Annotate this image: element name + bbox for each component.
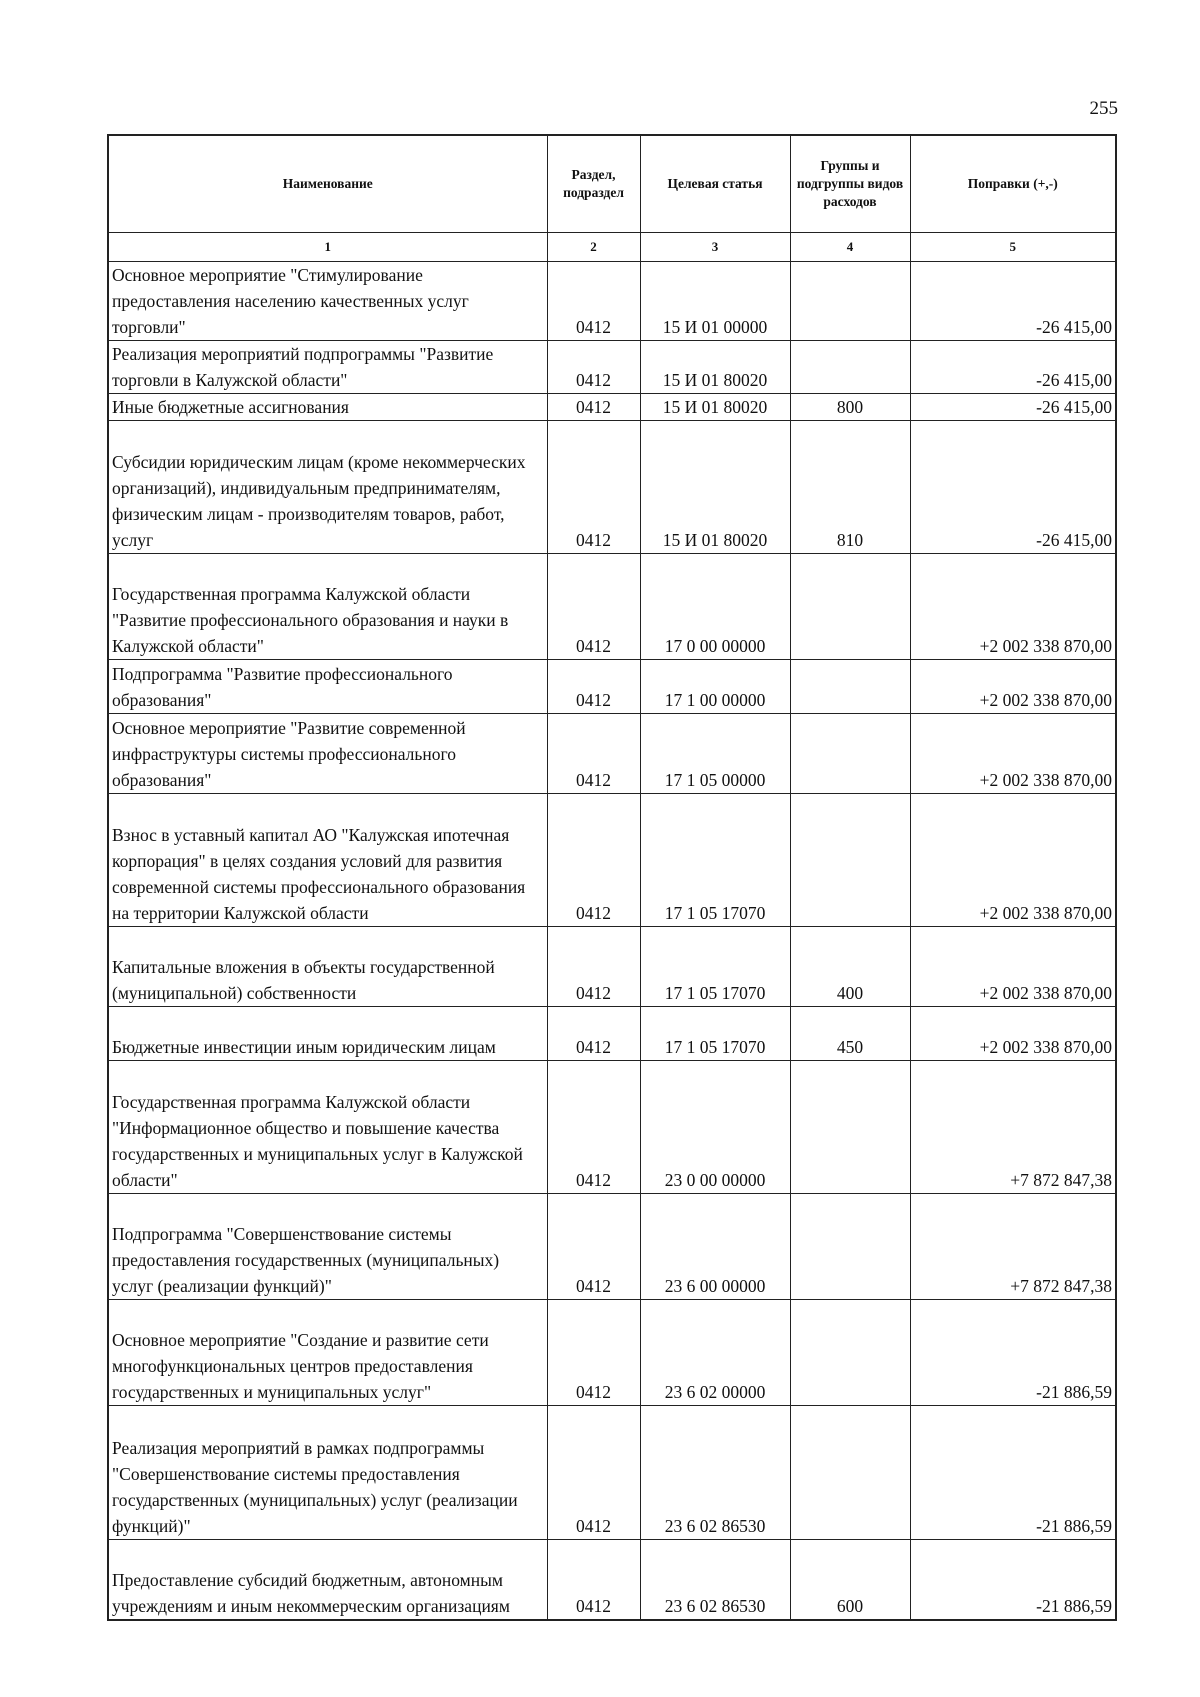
row-group: 800 — [790, 394, 910, 421]
row-name: Бюджетные инвестиции иным юридическим лицам — [108, 1007, 547, 1061]
header-group: Группы и подгруппы видов расходов — [790, 135, 910, 233]
table-header-row — [108, 135, 1116, 233]
row-amount: +7 872 847,38 — [910, 1061, 1116, 1194]
row-name: Реализация мероприятий в рамках подпрограммы "Совершенствование системы предоставления государственных (муниципальных) услуг (реализации функций)" — [108, 1406, 547, 1540]
row-section: 0412 — [547, 1406, 640, 1540]
row-amount: +2 002 338 870,00 — [910, 927, 1116, 1007]
row-target: 23 6 02 86530 — [640, 1406, 790, 1540]
row-section: 0412 — [547, 1540, 640, 1620]
column-number: 1 — [108, 233, 547, 262]
table-row — [108, 714, 1116, 794]
row-amount: +7 872 847,38 — [910, 1194, 1116, 1300]
column-number: 3 — [640, 233, 790, 262]
table-row — [108, 262, 1116, 341]
row-amount: -26 415,00 — [910, 394, 1116, 421]
column-number-row — [108, 233, 1116, 262]
row-section: 0412 — [547, 421, 640, 554]
row-name: Субсидии юридическим лицам (кроме некоммерческих организаций), индивидуальным предпринимателям, физическим лицам - производителям товаров, работ, услуг — [108, 421, 547, 554]
row-section: 0412 — [547, 1007, 640, 1061]
row-target: 23 0 00 00000 — [640, 1061, 790, 1194]
row-section: 0412 — [547, 1300, 640, 1406]
row-name: Иные бюджетные ассигнования — [108, 394, 547, 421]
row-name: Основное мероприятие "Создание и развитие сети многофункциональных центров предоставления государственных и муниципальных услуг" — [108, 1300, 547, 1406]
table-row — [108, 660, 1116, 714]
row-group — [790, 794, 910, 927]
row-section: 0412 — [547, 927, 640, 1007]
row-amount: -21 886,59 — [910, 1300, 1116, 1406]
row-amount: -26 415,00 — [910, 262, 1116, 341]
row-amount: +2 002 338 870,00 — [910, 714, 1116, 794]
row-section: 0412 — [547, 341, 640, 394]
row-target: 23 6 00 00000 — [640, 1194, 790, 1300]
row-amount: +2 002 338 870,00 — [910, 794, 1116, 927]
row-amount: -26 415,00 — [910, 341, 1116, 394]
header-section: Раздел, подраздел — [547, 135, 640, 233]
row-amount: +2 002 338 870,00 — [910, 554, 1116, 660]
row-group: 450 — [790, 1007, 910, 1061]
row-target: 17 1 00 00000 — [640, 660, 790, 714]
row-group: 600 — [790, 1540, 910, 1620]
row-amount: -21 886,59 — [910, 1540, 1116, 1620]
table-row — [108, 927, 1116, 1007]
row-target: 15 И 01 80020 — [640, 421, 790, 554]
table-row — [108, 1194, 1116, 1300]
column-number: 2 — [547, 233, 640, 262]
row-group — [790, 341, 910, 394]
row-name: Государственная программа Калужской области "Информационное общество и повышение качества государственных и муниципальных услуг в Калужской области" — [108, 1061, 547, 1194]
table-row — [108, 1061, 1116, 1194]
table-row — [108, 421, 1116, 554]
row-target: 17 1 05 17070 — [640, 927, 790, 1007]
header-target: Целевая статья — [640, 135, 790, 233]
row-section: 0412 — [547, 1061, 640, 1194]
budget-amendments-table — [107, 134, 1117, 1621]
row-group: 810 — [790, 421, 910, 554]
column-number: 4 — [790, 233, 910, 262]
row-target: 23 6 02 00000 — [640, 1300, 790, 1406]
row-section: 0412 — [547, 794, 640, 927]
row-name: Основное мероприятие "Развитие современной инфраструктуры системы профессионального образования" — [108, 714, 547, 794]
table-row — [108, 341, 1116, 394]
row-name: Основное мероприятие "Стимулирование предоставления населению качественных услуг торговли" — [108, 262, 547, 341]
row-target: 17 0 00 00000 — [640, 554, 790, 660]
row-section: 0412 — [547, 1194, 640, 1300]
row-target: 17 1 05 00000 — [640, 714, 790, 794]
row-group — [790, 1300, 910, 1406]
row-group — [790, 554, 910, 660]
row-amount: +2 002 338 870,00 — [910, 1007, 1116, 1061]
row-group — [790, 660, 910, 714]
table-row — [108, 1007, 1116, 1061]
row-target: 15 И 01 00000 — [640, 262, 790, 341]
row-name: Взнос в уставный капитал АО "Калужская ипотечная корпорация" в целях создания условий для развития современной системы профессионального образования на территории Калужской области — [108, 794, 547, 927]
row-name: Государственная программа Калужской области "Развитие профессионального образования и науки в Калужской области" — [108, 554, 547, 660]
row-group — [790, 714, 910, 794]
row-name: Подпрограмма "Совершенствование системы предоставления государственных (муниципальных) услуг (реализации функций)" — [108, 1194, 547, 1300]
row-amount: -26 415,00 — [910, 421, 1116, 554]
row-group — [790, 1061, 910, 1194]
row-group — [790, 262, 910, 341]
row-section: 0412 — [547, 714, 640, 794]
row-target: 17 1 05 17070 — [640, 794, 790, 927]
row-target: 15 И 01 80020 — [640, 341, 790, 394]
row-group — [790, 1406, 910, 1540]
table-row — [108, 1540, 1116, 1620]
row-section: 0412 — [547, 262, 640, 341]
page-number: 255 — [1089, 98, 1118, 119]
table-row — [108, 1406, 1116, 1540]
table-row — [108, 1300, 1116, 1406]
row-section: 0412 — [547, 394, 640, 421]
row-amount: -21 886,59 — [910, 1406, 1116, 1540]
row-name: Предоставление субсидий бюджетным, автономным учреждениям и иным некоммерческим организациям — [108, 1540, 547, 1620]
row-target: 17 1 05 17070 — [640, 1007, 790, 1061]
table-row — [108, 794, 1116, 927]
table-row — [108, 394, 1116, 421]
column-number: 5 — [910, 233, 1116, 262]
row-group: 400 — [790, 927, 910, 1007]
row-amount: +2 002 338 870,00 — [910, 660, 1116, 714]
header-name: Наименование — [108, 135, 547, 233]
row-name: Подпрограмма "Развитие профессионального образования" — [108, 660, 547, 714]
row-section: 0412 — [547, 554, 640, 660]
row-group — [790, 1194, 910, 1300]
row-section: 0412 — [547, 660, 640, 714]
header-amendment: Поправки (+,-) — [910, 135, 1116, 233]
row-target: 23 6 02 86530 — [640, 1540, 790, 1620]
row-name: Капитальные вложения в объекты государственной (муниципальной) собственности — [108, 927, 547, 1007]
table-row — [108, 554, 1116, 660]
row-name: Реализация мероприятий подпрограммы "Развитие торговли в Калужской области" — [108, 341, 547, 394]
row-target: 15 И 01 80020 — [640, 394, 790, 421]
